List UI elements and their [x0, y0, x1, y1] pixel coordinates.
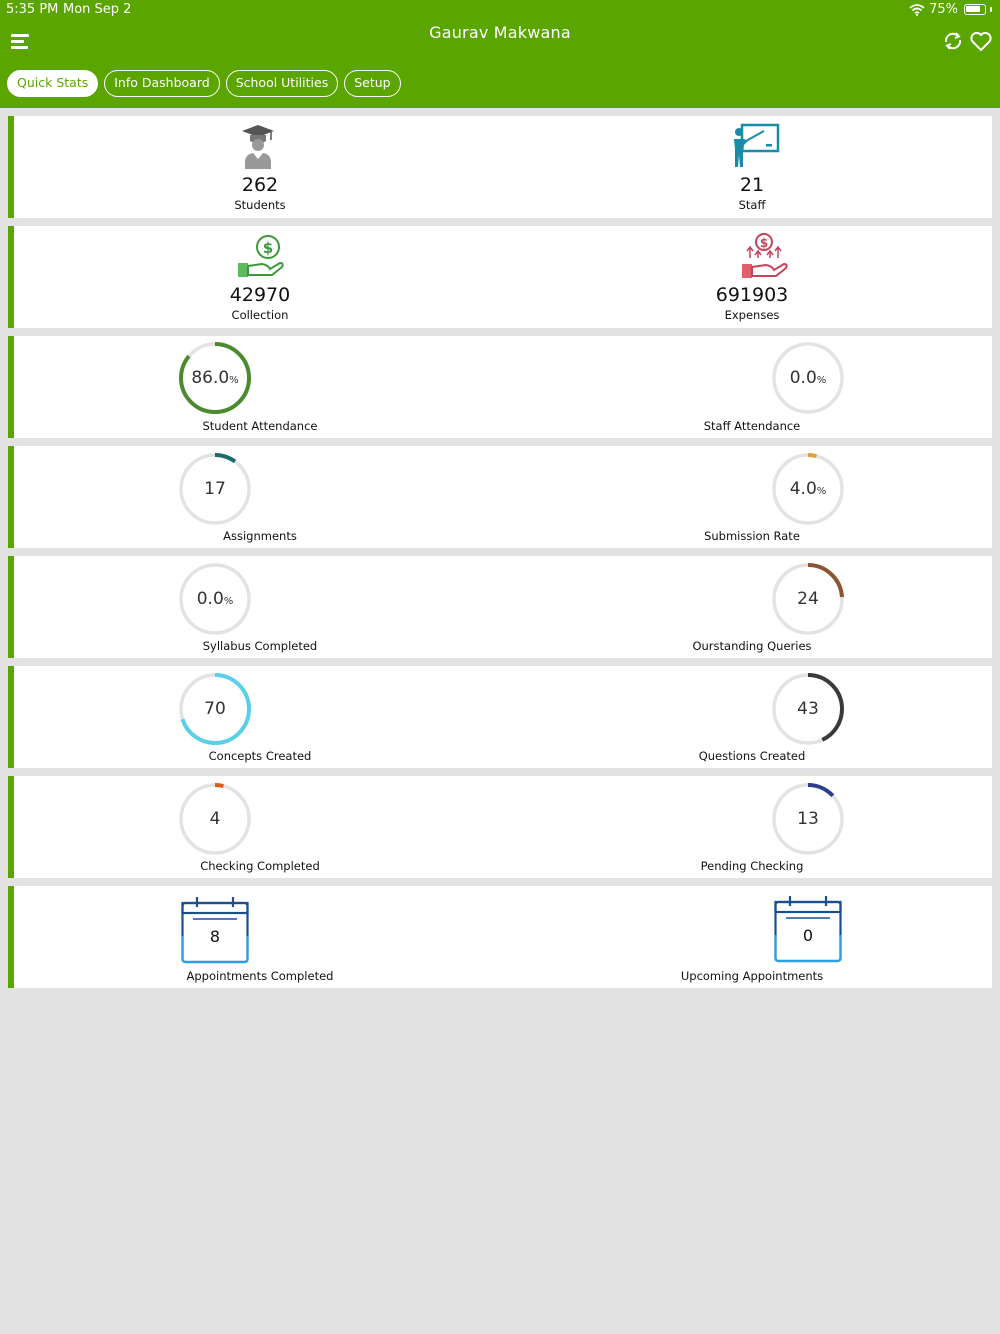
gauge-value: 4 [209, 809, 221, 829]
collection-amount: 42970 [229, 284, 291, 306]
gauge-value: 43 [797, 699, 819, 719]
svg-text:$: $ [759, 236, 769, 250]
upcoming-appointments-count: 0 [802, 926, 814, 945]
questions-created-label: Questions Created [698, 749, 806, 763]
stats-card-syllabus [8, 556, 992, 658]
staff-count: 21 [739, 174, 765, 196]
pending-checking-gauge [772, 783, 844, 855]
tab-quick-stats[interactable]: Quick Stats [7, 70, 98, 97]
gauge-unit: % [816, 486, 827, 497]
money-expenses-icon [740, 232, 788, 280]
submission-rate-gauge [772, 453, 844, 525]
gauge-value: 4.0 [789, 479, 817, 499]
student-attendance-label: Student Attendance [202, 419, 318, 433]
stats-card-assignments [8, 446, 992, 548]
tab-bar [7, 70, 401, 97]
gauge-value: 17 [204, 479, 226, 499]
stats-card-checking [8, 776, 992, 878]
calendar-icon [774, 895, 842, 963]
concepts-created-label: Concepts Created [208, 749, 312, 763]
submission-rate-label: Submission Rate [704, 529, 800, 543]
concepts-created-gauge [179, 673, 251, 745]
status-date: Mon Sep 2 [63, 2, 132, 17]
questions-created-gauge [772, 673, 844, 745]
gauge-value: 86.0 [191, 368, 230, 388]
assignments-stat[interactable] [14, 446, 506, 548]
wifi-icon [909, 4, 925, 16]
concepts-created-stat[interactable] [14, 666, 506, 768]
menu-button[interactable] [11, 31, 31, 49]
submission-rate-stat[interactable] [506, 446, 998, 548]
syllabus-completed-stat[interactable] [14, 556, 506, 658]
gauge-unit: % [223, 596, 234, 607]
appointments-completed-count: 8 [209, 927, 221, 946]
staff-stat[interactable] [506, 116, 998, 218]
expenses-label: Expenses [724, 308, 780, 322]
expenses-stat[interactable] [506, 226, 998, 328]
questions-created-stat[interactable] [506, 666, 998, 768]
gauge-value: 24 [797, 589, 819, 609]
page-title: Gaurav Makwana [429, 23, 571, 42]
menu-icon [11, 34, 29, 37]
outstanding-queries-stat[interactable] [506, 556, 998, 658]
checking-completed-stat[interactable] [14, 776, 506, 878]
stats-card-attendance [8, 336, 992, 438]
tab-school-utilities[interactable]: School Utilities [226, 70, 339, 97]
students-stat[interactable] [14, 116, 506, 218]
staff-attendance-stat[interactable] [506, 336, 998, 438]
assignments-label: Assignments [223, 529, 297, 543]
tab-info-dashboard[interactable]: Info Dashboard [104, 70, 219, 97]
students-count: 262 [241, 174, 279, 196]
stats-card-people [8, 116, 992, 218]
gauge-value: 13 [797, 809, 819, 829]
student-attendance-stat[interactable] [14, 336, 506, 438]
status-time: 5:35 PM [6, 2, 59, 17]
svg-text:$: $ [262, 239, 274, 257]
collection-label: Collection [231, 308, 289, 322]
stats-card-content [8, 666, 992, 768]
stats-card-finance [8, 226, 992, 328]
gauge-value: 0.0 [196, 589, 224, 609]
appointments-completed-stat[interactable] [14, 886, 506, 988]
pending-checking-stat[interactable] [506, 776, 998, 878]
student-attendance-gauge [179, 342, 251, 414]
checking-completed-gauge [179, 783, 251, 855]
staff-attendance-gauge [772, 342, 844, 414]
outstanding-queries-gauge [772, 563, 844, 635]
calendar-icon [181, 896, 249, 964]
heart-icon[interactable] [969, 30, 993, 52]
teacher-board-icon [732, 123, 780, 169]
tab-setup[interactable]: Setup [344, 70, 400, 97]
gauge-value: 0.0 [789, 368, 817, 388]
staff-label: Staff [738, 198, 766, 212]
outstanding-queries-label: Ourstanding Queries [692, 639, 812, 653]
student-graduate-icon [240, 123, 276, 169]
battery-percent: 75% [929, 2, 958, 17]
stats-card-appointments [8, 886, 992, 988]
gauge-unit: % [229, 375, 239, 386]
staff-attendance-label: Staff Attendance [703, 419, 801, 433]
battery-icon [964, 4, 986, 15]
gauge-value: 70 [204, 699, 226, 719]
appointments-completed-label: Appointments Completed [186, 969, 334, 983]
students-label: Students [234, 198, 286, 212]
collection-stat[interactable] [14, 226, 506, 328]
money-collection-icon [236, 233, 284, 279]
upcoming-appointments-label: Upcoming Appointments [680, 969, 824, 983]
upcoming-appointments-stat[interactable] [506, 886, 998, 988]
pending-checking-label: Pending Checking [700, 859, 804, 873]
expenses-amount: 691903 [715, 284, 789, 306]
refresh-icon[interactable] [942, 30, 964, 52]
checking-completed-label: Checking Completed [200, 859, 320, 873]
app-header [0, 0, 1000, 108]
assignments-gauge [179, 453, 251, 525]
syllabus-completed-label: Syllabus Completed [202, 639, 318, 653]
gauge-unit: % [816, 375, 827, 386]
syllabus-completed-gauge [179, 563, 251, 635]
status-indicators [909, 2, 992, 17]
